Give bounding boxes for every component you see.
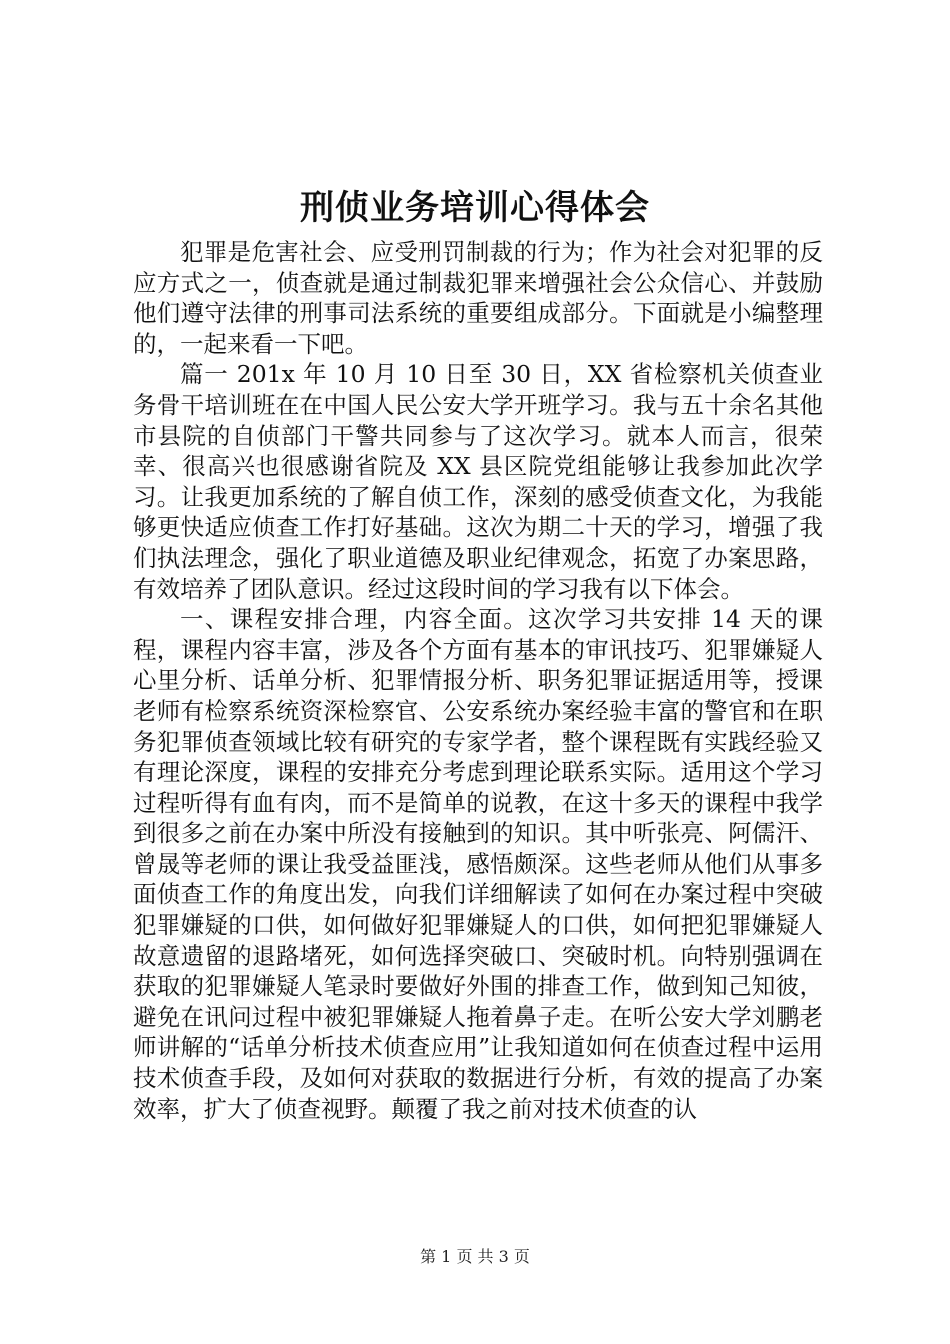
paragraph-section-one: 一、课程安排合理，内容全面。这次学习共安排 14 天的课程，课程内容丰富，涉及各个方面有基本的审讯技巧、犯罪嫌疑人心里分析、话单分析、犯罪情报分析、职务犯罪证据适用等，授课老师有检察系统资深检察官、公安系统办案经验丰富的警官和在职务犯罪侦查领域比较有研究的专家学者，整个课程既有实践经验又有理论深度，课程的安排充分考虑到理论联系实际。适用这个学习过程听得有血有肉，而不是简单的说教，在这十多天的课程中我学到很多之前在办案中所没有接触到的知识。其中听张亮、阿儒汗、曾晟等老师的课让我受益匪浅，感悟颇深。这些老师从他们从事多面侦查工作的角度出发，向我们详细解读了如何在办案过程中突破犯罪嫌疑的口供，如何做好犯罪嫌疑人的口供，如何把犯罪嫌疑人故意遗留的退路堵死，如何选择突破口、突破时机。向特别强调在获取的犯罪嫌疑人笔录时要做好外围的排查工作，做到知己知彼，避免在讯问过程中被犯罪嫌疑人拖着鼻子走。在听公安大学刘鹏老师讲解的“话单分析技术侦查应用”让我知道如何在侦查过程中运用技术侦查手段，及如何对获取的数据进行分析，有效的提高了办案效率，扩大了侦查视野。颠覆了我之前对技术侦查的认 <box>133 605 823 1123</box>
paragraph-intro: 犯罪是危害社会、应受刑罚制裁的行为；作为社会对犯罪的反应方式之一，侦查就是通过制裁犯罪来增强社会公众信心、并鼓励他们遵守法律的刑事司法系统的重要组成部分。下面就是小编整理的，一起来看一下吧。 <box>133 238 823 358</box>
document-body <box>133 237 823 1124</box>
page-number: 第 1 页 <box>420 1247 473 1266</box>
page-total: 共 3 页 <box>477 1247 530 1266</box>
paragraph-part-one: 篇一 201x 年 10 月 10 日至 30 日，XX 省检察机关侦查业务骨干培训班在在中国人民公安大学开班学习。我与五十余名其他市县院的自侦部门干警共同参与了这次学习。就本人而言，很荣幸、很高兴也很感谢省院及 XX 县区院党组能够让我参加此次学习。让我更加系统的了解自侦工作，深刻的感受侦查文化，为我能够更快适应侦查工作打好基础。这次为期二十天的学习，增强了我们执法理念，强化了职业道德及职业纪律观念，拓宽了办案思路，有效培养了团队意识。经过这段时间的学习我有以下体会。 <box>133 360 823 603</box>
document-title: 刑侦业务培训心得体会 <box>300 188 650 228</box>
page-footer <box>0 1246 950 1268</box>
